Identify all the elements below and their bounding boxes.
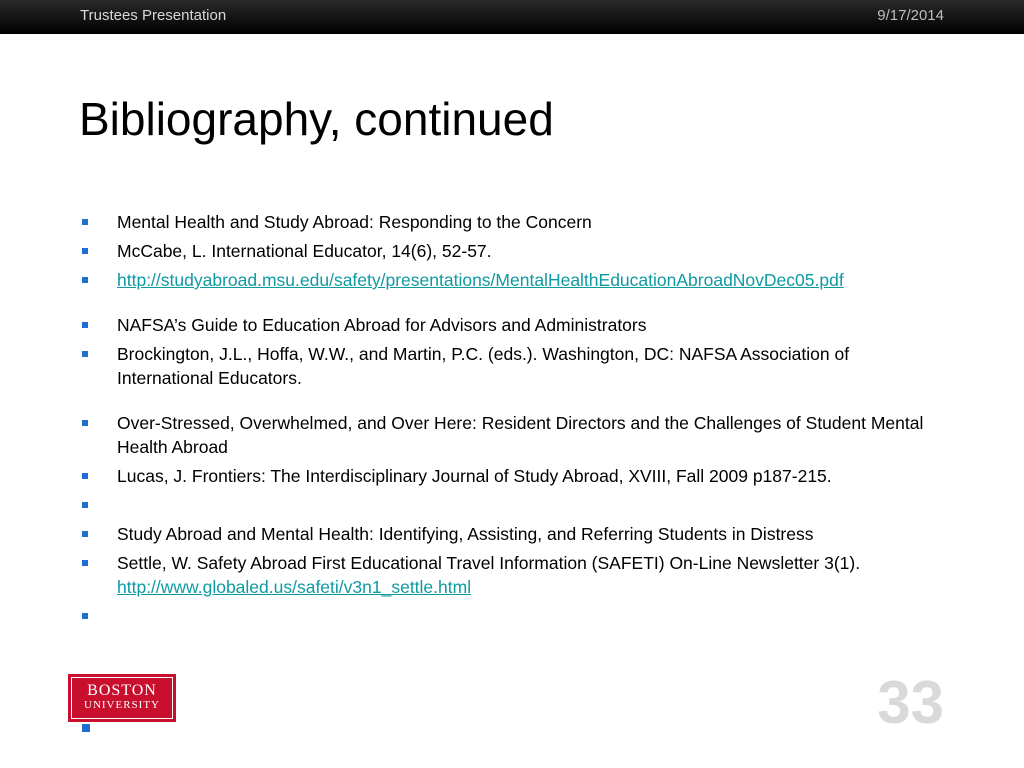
bibliography-list <box>80 210 950 633</box>
bibliography-item-4 <box>80 313 950 337</box>
slide-title: Bibliography, continued <box>79 93 554 145</box>
bibliography-item-9 <box>80 522 950 546</box>
bibliography-item-7 <box>80 464 950 488</box>
boston-university-logo <box>68 674 176 722</box>
bibliography-item-10 <box>80 551 950 599</box>
bibliography-text: Lucas, J. Frontiers: The Interdisciplinary Journal of Study Abroad, XVIII, Fall 2009 p187-215. <box>117 466 832 486</box>
bullet-icon <box>82 322 88 328</box>
bullet-icon <box>82 473 88 479</box>
bullet-icon <box>82 531 88 537</box>
bibliography-text: Study Abroad and Mental Health: Identifying, Assisting, and Referring Students in Distress <box>117 524 814 544</box>
bullet-icon <box>82 277 88 283</box>
bibliography-item-1 <box>80 210 950 234</box>
bibliography-item-6 <box>80 411 950 459</box>
logo-university-text: UNIVERSITY <box>84 699 160 711</box>
globaled-url-link[interactable]: http://www.globaled.us/safeti/v3n1_settle.html <box>117 577 472 597</box>
bibliography-text: Brockington, J.L., Hoffa, W.W., and Martin, P.C. (eds.). Washington, DC: NAFSA Association of International Educators. <box>117 344 850 388</box>
presentation-date: 9/17/2014 <box>877 7 944 24</box>
blue-square-icon <box>82 724 90 732</box>
bibliography-text: Mental Health and Study Abroad: Responding to the Concern <box>117 212 592 232</box>
bullet-icon <box>82 219 88 225</box>
bibliography-item-8 <box>80 493 950 517</box>
bibliography-text: Settle, W. Safety Abroad First Educational Travel Information (SAFETI) On-Line Newsletter 3(1). <box>117 553 861 573</box>
bullet-icon <box>82 502 88 508</box>
bullet-icon <box>82 248 88 254</box>
bibliography-item-2 <box>80 239 950 263</box>
bibliography-text: Over-Stressed, Overwhelmed, and Over Here: Resident Directors and the Challenges of Student Mental Health Abroad <box>117 413 924 457</box>
bibliography-item-3 <box>80 268 950 292</box>
bullet-icon <box>82 613 88 619</box>
logo-frame <box>71 677 173 719</box>
bibliography-text: NAFSA’s Guide to Education Abroad for Advisors and Administrators <box>117 315 647 335</box>
page-number: 33 <box>877 669 944 736</box>
bullet-icon <box>82 420 88 426</box>
bullet-icon <box>82 351 88 357</box>
logo-boston-text: BOSTON <box>87 682 157 699</box>
bibliography-item-11 <box>80 604 950 628</box>
presentation-title: Trustees Presentation <box>80 7 227 24</box>
bullet-icon <box>82 560 88 566</box>
bibliography-item-5 <box>80 342 950 390</box>
header-bar <box>0 0 1024 34</box>
msu-url-link[interactable]: http://studyabroad.msu.edu/safety/presentations/MentalHealthEducationAbroadNovDec05.pdf <box>117 270 844 290</box>
bibliography-text: McCabe, L. International Educator, 14(6), 52-57. <box>117 241 492 261</box>
